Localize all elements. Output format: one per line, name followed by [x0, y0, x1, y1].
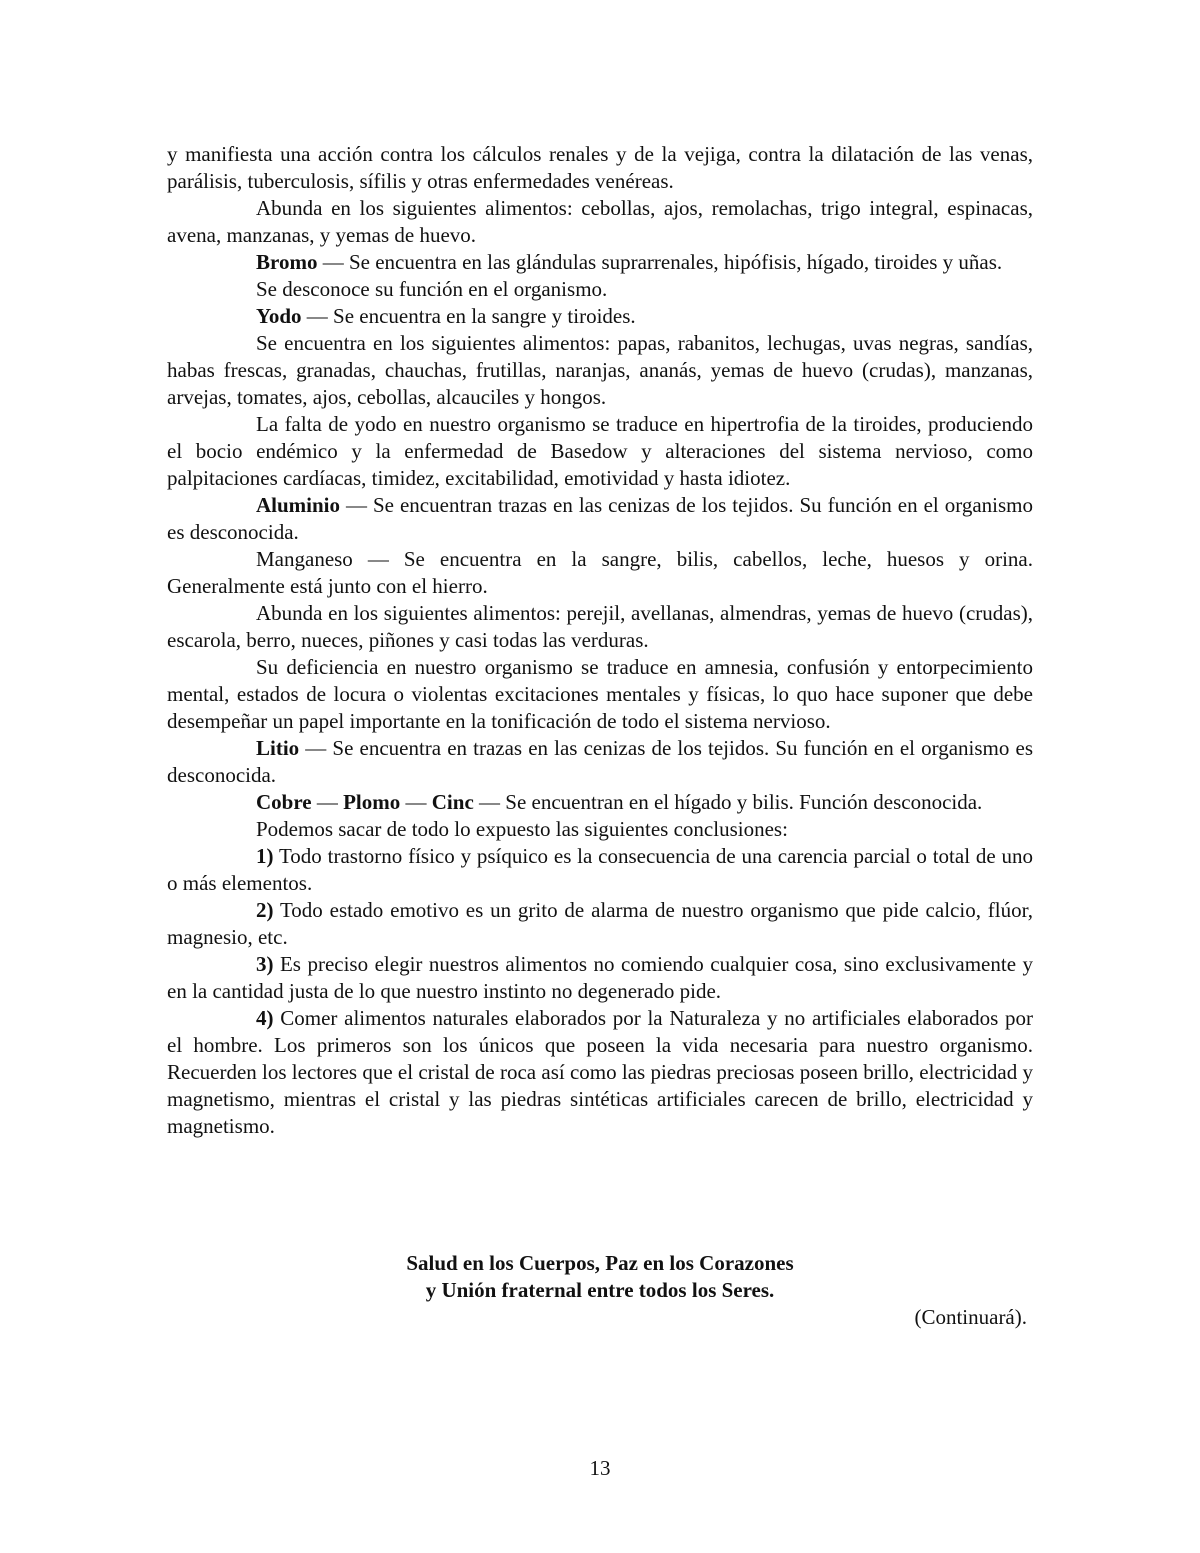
page-number: 13	[589, 1456, 611, 1480]
body-text	[167, 141, 1033, 1140]
bold-term: 3)	[256, 952, 274, 976]
paragraph	[167, 816, 1033, 843]
paragraph-text: y manifiesta una acción contra los cálculos renales y de la vejiga, contra la dilatación de las venas, parálisis, tuberculosis, sífilis y otras enfermedades venéreas.	[167, 142, 1033, 193]
paragraph	[167, 330, 1033, 411]
paragraph-text: Comer alimentos naturales elaborados por la Naturaleza y no artificiales elaborados por el hombre. Los primeros son los únicos que poseen la vida necesaria para nuestro organismo. Recuerden los lectores que el cristal de roca así como las piedras preciosas poseen brillo, electricidad y magnetismo, mientras el cristal y las piedras sintéticas artificiales carecen de brillo, electricidad y magnetismo.	[167, 1006, 1033, 1138]
paragraph-text: — Se encuentra en las glándulas suprarrenales, hipófisis, hígado, tiroides y uñas.	[317, 250, 1003, 274]
paragraph	[167, 654, 1033, 735]
bold-term: Cinc	[431, 790, 474, 814]
paragraph-text: — Se encuentran en el hígado y bilis. Función desconocida.	[473, 790, 983, 814]
paragraph	[167, 141, 1033, 195]
paragraph	[167, 1005, 1033, 1140]
paragraph-text: Todo estado emotivo es un grito de alarma de nuestro organismo que pide calcio, flúor, magnesio, etc.	[167, 898, 1033, 949]
paragraph	[167, 303, 1033, 330]
paragraph-text: —	[311, 790, 344, 814]
paragraph	[167, 546, 1033, 600]
closing-block	[167, 1250, 1033, 1331]
paragraph-text: Es preciso elegir nuestros alimentos no comiendo cualquier cosa, sino exclusivamente y en la cantidad justa de lo que nuestro instinto no degenerado pide.	[167, 952, 1033, 1003]
paragraph-text: Todo trastorno físico y psíquico es la consecuencia de una carencia parcial o total de uno o más elementos.	[167, 844, 1033, 895]
paragraph	[167, 843, 1033, 897]
paragraph	[167, 195, 1033, 249]
paragraph-text: Abunda en los siguientes alimentos: cebollas, ajos, remolachas, trigo integral, espinacas, avena, manzanas, y yemas de huevo.	[167, 196, 1033, 247]
paragraph	[167, 276, 1033, 303]
paragraph-text: Manganeso — Se encuentra en la sangre, bilis, cabellos, leche, huesos y orina. Generalmente está junto con el hierro.	[167, 547, 1033, 598]
paragraph	[167, 600, 1033, 654]
paragraph	[167, 951, 1033, 1005]
paragraph	[167, 789, 1033, 816]
bold-term: Plomo	[343, 790, 401, 814]
bold-term: Yodo	[256, 304, 302, 328]
continues-note: (Continuará).	[914, 1305, 1027, 1329]
paragraph	[167, 492, 1033, 546]
paragraph-text: Se encuentra en los siguientes alimentos: papas, rabanitos, lechugas, uvas negras, sandías, habas frescas, granadas, chauchas, frutillas, naranjas, ananás, yemas de huevo (crudas), manzanas, arvejas, tomates, ajos, cebollas, alcauciles y hongos.	[167, 331, 1033, 409]
paragraph-text: Abunda en los siguientes alimentos: perejil, avellanas, almendras, yemas de huevo (crudas), escarola, berro, nueces, piñones y casi todas las verduras.	[167, 601, 1033, 652]
bold-term: Bromo	[256, 250, 318, 274]
bold-term: Aluminio	[256, 493, 341, 517]
paragraph-text: — Se encuentran trazas en las cenizas de los tejidos. Su función en el organismo es desconocida.	[167, 493, 1033, 544]
paragraph-text: — Se encuentra en trazas en las cenizas de los tejidos. Su función en el organismo es desconocida.	[167, 736, 1033, 787]
bold-term: Litio	[256, 736, 300, 760]
bold-term: 2)	[256, 898, 274, 922]
motto-line-2: y Unión fraternal entre todos los Seres.	[425, 1278, 775, 1302]
paragraph-text: Podemos sacar de todo lo expuesto las siguientes conclusiones:	[256, 817, 788, 841]
paragraph	[167, 249, 1033, 276]
motto-line-1: Salud en los Cuerpos, Paz en los Corazones	[406, 1251, 794, 1275]
paragraph	[167, 411, 1033, 492]
bold-term: 4)	[256, 1006, 274, 1030]
paragraph-text: La falta de yodo en nuestro organismo se traduce en hipertrofia de la tiroides, produciendo el bocio endémico y la enfermedad de Basedow y alteraciones del sistema nervioso, como palpitaciones cardíacas, timidez, excitabilidad, emotividad y hasta idiotez.	[167, 412, 1033, 490]
paragraph-text: — Se encuentra en la sangre y tiroides.	[301, 304, 636, 328]
paragraph	[167, 897, 1033, 951]
paragraph-text: —	[400, 790, 432, 814]
paragraph	[167, 735, 1033, 789]
bold-term: Cobre	[256, 790, 312, 814]
paragraph-text: Se desconoce su función en el organismo.	[256, 277, 608, 301]
bold-term: 1)	[256, 844, 274, 868]
paragraph-text: Su deficiencia en nuestro organismo se traduce en amnesia, confusión y entorpecimiento mental, estados de locura o violentas excitaciones mentales y físicas, lo quo hace suponer que debe desempeñar un papel importante en la tonificación de todo el sistema nervioso.	[167, 655, 1033, 733]
